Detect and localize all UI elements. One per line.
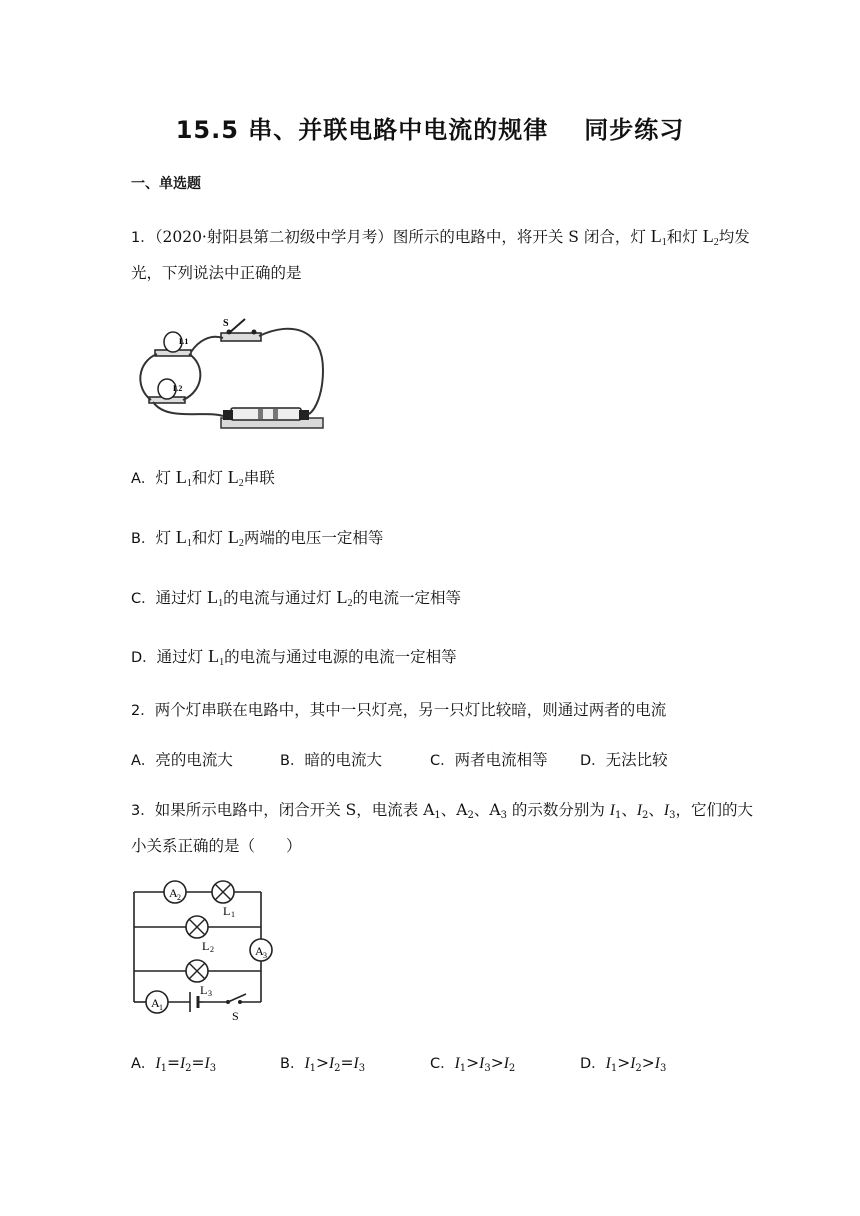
svg-text:3: 3 xyxy=(263,951,267,960)
section-heading: 一、单选题 xyxy=(131,176,201,192)
question-2-option-d[interactable]: D．无法比较 xyxy=(580,751,668,769)
question-2-stem: 2．两个灯串联在电路中，其中一只灯亮，另一只灯比较暗，则通过两者的电流 xyxy=(131,701,667,719)
lamp-2-label: L2 xyxy=(173,384,183,393)
page-title xyxy=(0,110,860,145)
question-1-circuit-figure xyxy=(133,310,333,438)
lamp-l2-icon xyxy=(186,916,208,938)
battery-icon xyxy=(231,408,301,420)
question-1-line-1: 1．（2020·射阳县第二初级中学月考）图所示的电路中，将开关 S 闭合，灯 $L_1$和灯 $L_2$均发 xyxy=(131,226,750,248)
svg-text:A: A xyxy=(169,886,178,900)
question-1-stem xyxy=(131,221,831,288)
question-number: 2． xyxy=(131,703,155,719)
svg-text:2: 2 xyxy=(210,945,214,954)
lamp-l2-label: L xyxy=(202,939,210,953)
question-3-option-d[interactable]: D．$I_1>I_2>I_3$ xyxy=(580,1054,667,1074)
question-2-option-a[interactable]: A．亮的电流大 xyxy=(131,751,233,769)
question-3-option-b[interactable]: B．$I_1>I_2=I_3$ xyxy=(280,1054,366,1074)
lamp-l1-icon xyxy=(212,881,234,903)
question-3-circuit-figure xyxy=(128,872,278,1022)
question-3-option-a[interactable]: A．$I_1=I_2=I_3$ xyxy=(131,1054,217,1074)
question-number: 1． xyxy=(131,230,155,246)
question-3-line-2: 小关系正确的是（ ） xyxy=(131,837,302,855)
svg-text:3: 3 xyxy=(208,989,212,998)
svg-text:A: A xyxy=(255,944,264,958)
ammeter-a2-icon xyxy=(164,881,186,903)
question-1-option-d[interactable]: D．通过灯 $L_1$的电流与通过电源的电流一定相等 xyxy=(131,646,457,668)
ammeter-a3-icon xyxy=(250,939,272,961)
switch-label: S xyxy=(232,1009,239,1022)
svg-text:1: 1 xyxy=(159,1003,163,1012)
lamp-l3-label: L xyxy=(200,983,208,997)
question-3-line-1: 3．如果所示电路中，闭合开关 S，电流表 $A_1$、$A_2$、$A_3$ 的示数分别为 $I_1$、$I_2$、$I_3$，它们的大 xyxy=(131,801,753,821)
question-1-line-2: 光，下列说法中正确的是 xyxy=(131,264,302,282)
question-3-stem xyxy=(131,795,831,861)
question-1-option-c[interactable]: C．通过灯 $L_1$的电流与通过灯 $L_2$的电流一定相等 xyxy=(131,587,462,609)
lamp-l3-icon xyxy=(186,960,208,982)
question-3-option-c[interactable]: C．$I_1>I_3>I_2$ xyxy=(430,1054,516,1074)
question-number: 3． xyxy=(131,803,155,819)
lamp-l1-label: L xyxy=(223,904,231,918)
title-suffix: 同步练习 xyxy=(584,116,685,144)
question-2-option-b[interactable]: B．暗的电流大 xyxy=(280,751,382,769)
question-2-option-c[interactable]: C．两者电流相等 xyxy=(430,751,548,769)
ammeter-a1-icon xyxy=(146,991,168,1013)
svg-text:2: 2 xyxy=(177,893,181,902)
question-1-option-b[interactable]: B．灯 $L_1$和灯 $L_2$两端的电压一定相等 xyxy=(131,527,384,549)
title-main: 15.5 串、并联电路中电流的规律 xyxy=(175,116,549,144)
question-1-option-a[interactable]: A．灯 $L_1$和灯 $L_2$串联 xyxy=(131,467,275,489)
svg-text:A: A xyxy=(151,996,160,1010)
svg-text:1: 1 xyxy=(231,910,235,919)
lamp-1-label: L1 xyxy=(179,337,189,346)
switch-label: S xyxy=(223,318,229,329)
